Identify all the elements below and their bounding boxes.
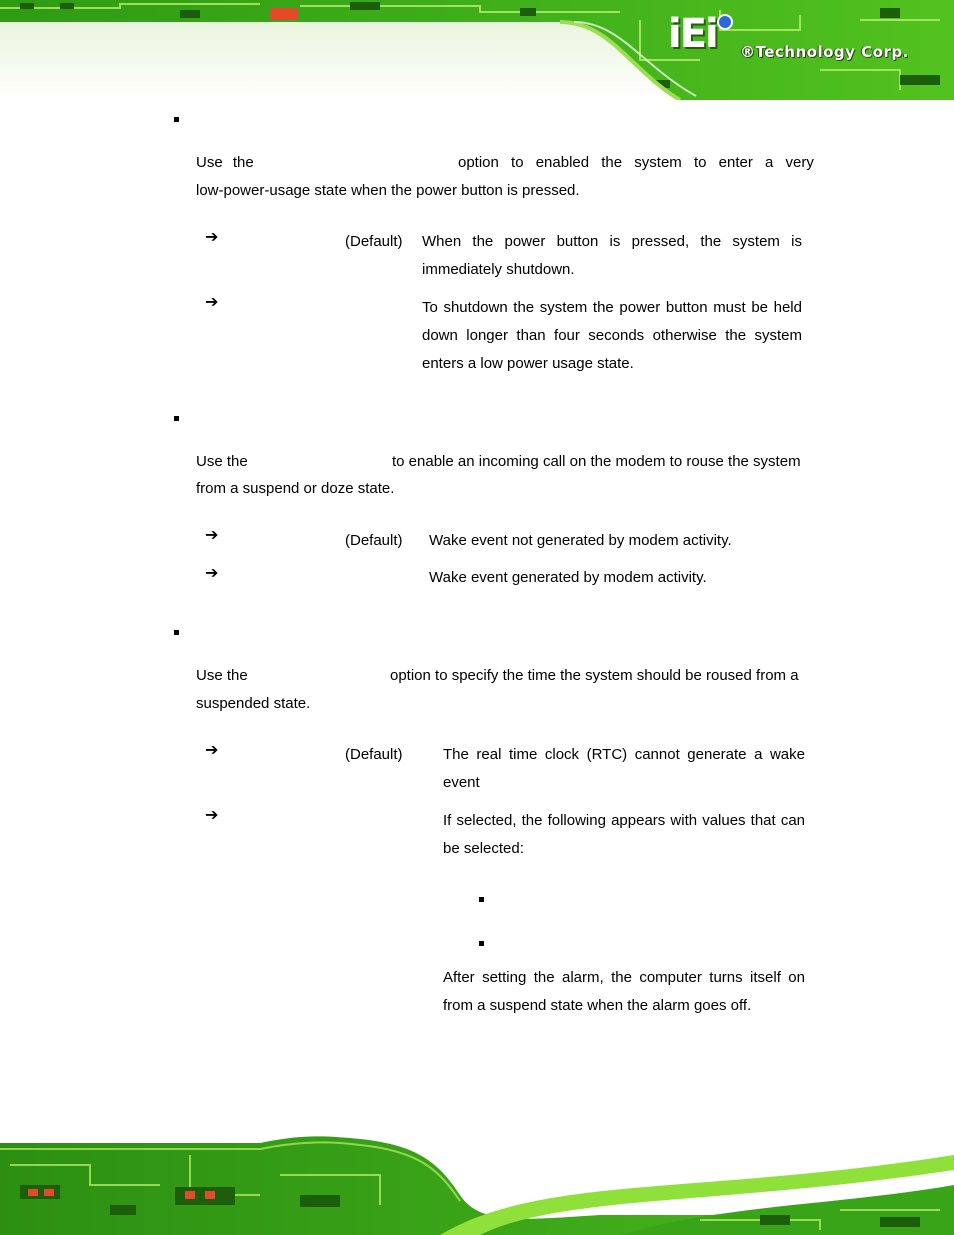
sub-bullet	[479, 941, 484, 946]
option-description: When the power button is pressed, the system is immediately shutdown.	[422, 233, 802, 278]
header-banner	[0, 0, 954, 100]
arrow-right-icon: ➔	[205, 525, 219, 544]
company-logo: iEi	[668, 11, 717, 57]
arrow-right-icon: ➔	[205, 563, 219, 582]
option-description: Wake event generated by modem activity.	[429, 569, 707, 586]
footer-circuit-graphic	[0, 1135, 954, 1235]
intro-right-text: to enable an incoming call on the modem to rouse the system	[392, 453, 801, 470]
alarm-note: After setting the alarm, the computer turns itself on from a suspend state when the alarm goes off.	[443, 969, 805, 1014]
logo-dot	[717, 14, 733, 30]
intro-left-text: Use the	[196, 154, 254, 171]
intro-left-text: Use the	[196, 453, 248, 470]
default-label: (Default)	[345, 746, 403, 763]
default-label: (Default)	[345, 532, 403, 549]
footer-banner	[0, 1135, 954, 1235]
section-bullet	[174, 117, 179, 122]
section-bullet	[174, 630, 179, 635]
intro-continuation-text: from a suspend or doze state.	[196, 480, 395, 497]
arrow-right-icon: ➔	[205, 292, 219, 311]
intro-left-text: Use the	[196, 667, 248, 684]
default-label: (Default)	[345, 233, 403, 250]
sub-bullet	[479, 897, 484, 902]
intro-continuation-text: suspended state.	[196, 695, 311, 712]
option-description: The real time clock (RTC) cannot generate a wake event	[443, 746, 805, 791]
intro-right-text: option to specify the time the system should be roused from a	[390, 667, 799, 684]
intro-continuation-text: low-power-usage state when the power button is pressed.	[196, 182, 580, 199]
company-name: ®Technology Corp.	[740, 43, 909, 61]
section-bullet	[174, 416, 179, 421]
arrow-right-icon: ➔	[205, 740, 219, 759]
arrow-right-icon: ➔	[205, 227, 219, 246]
option-description: To shutdown the system the power button must be held down longer than four seconds otherwise the system enters a low power usage state.	[422, 299, 802, 372]
option-description: Wake event not generated by modem activity.	[429, 532, 732, 549]
option-description: If selected, the following appears with values that can be selected:	[443, 812, 805, 857]
arrow-right-icon: ➔	[205, 805, 219, 824]
intro-right-text: option to enabled the system to enter a very	[458, 154, 814, 171]
